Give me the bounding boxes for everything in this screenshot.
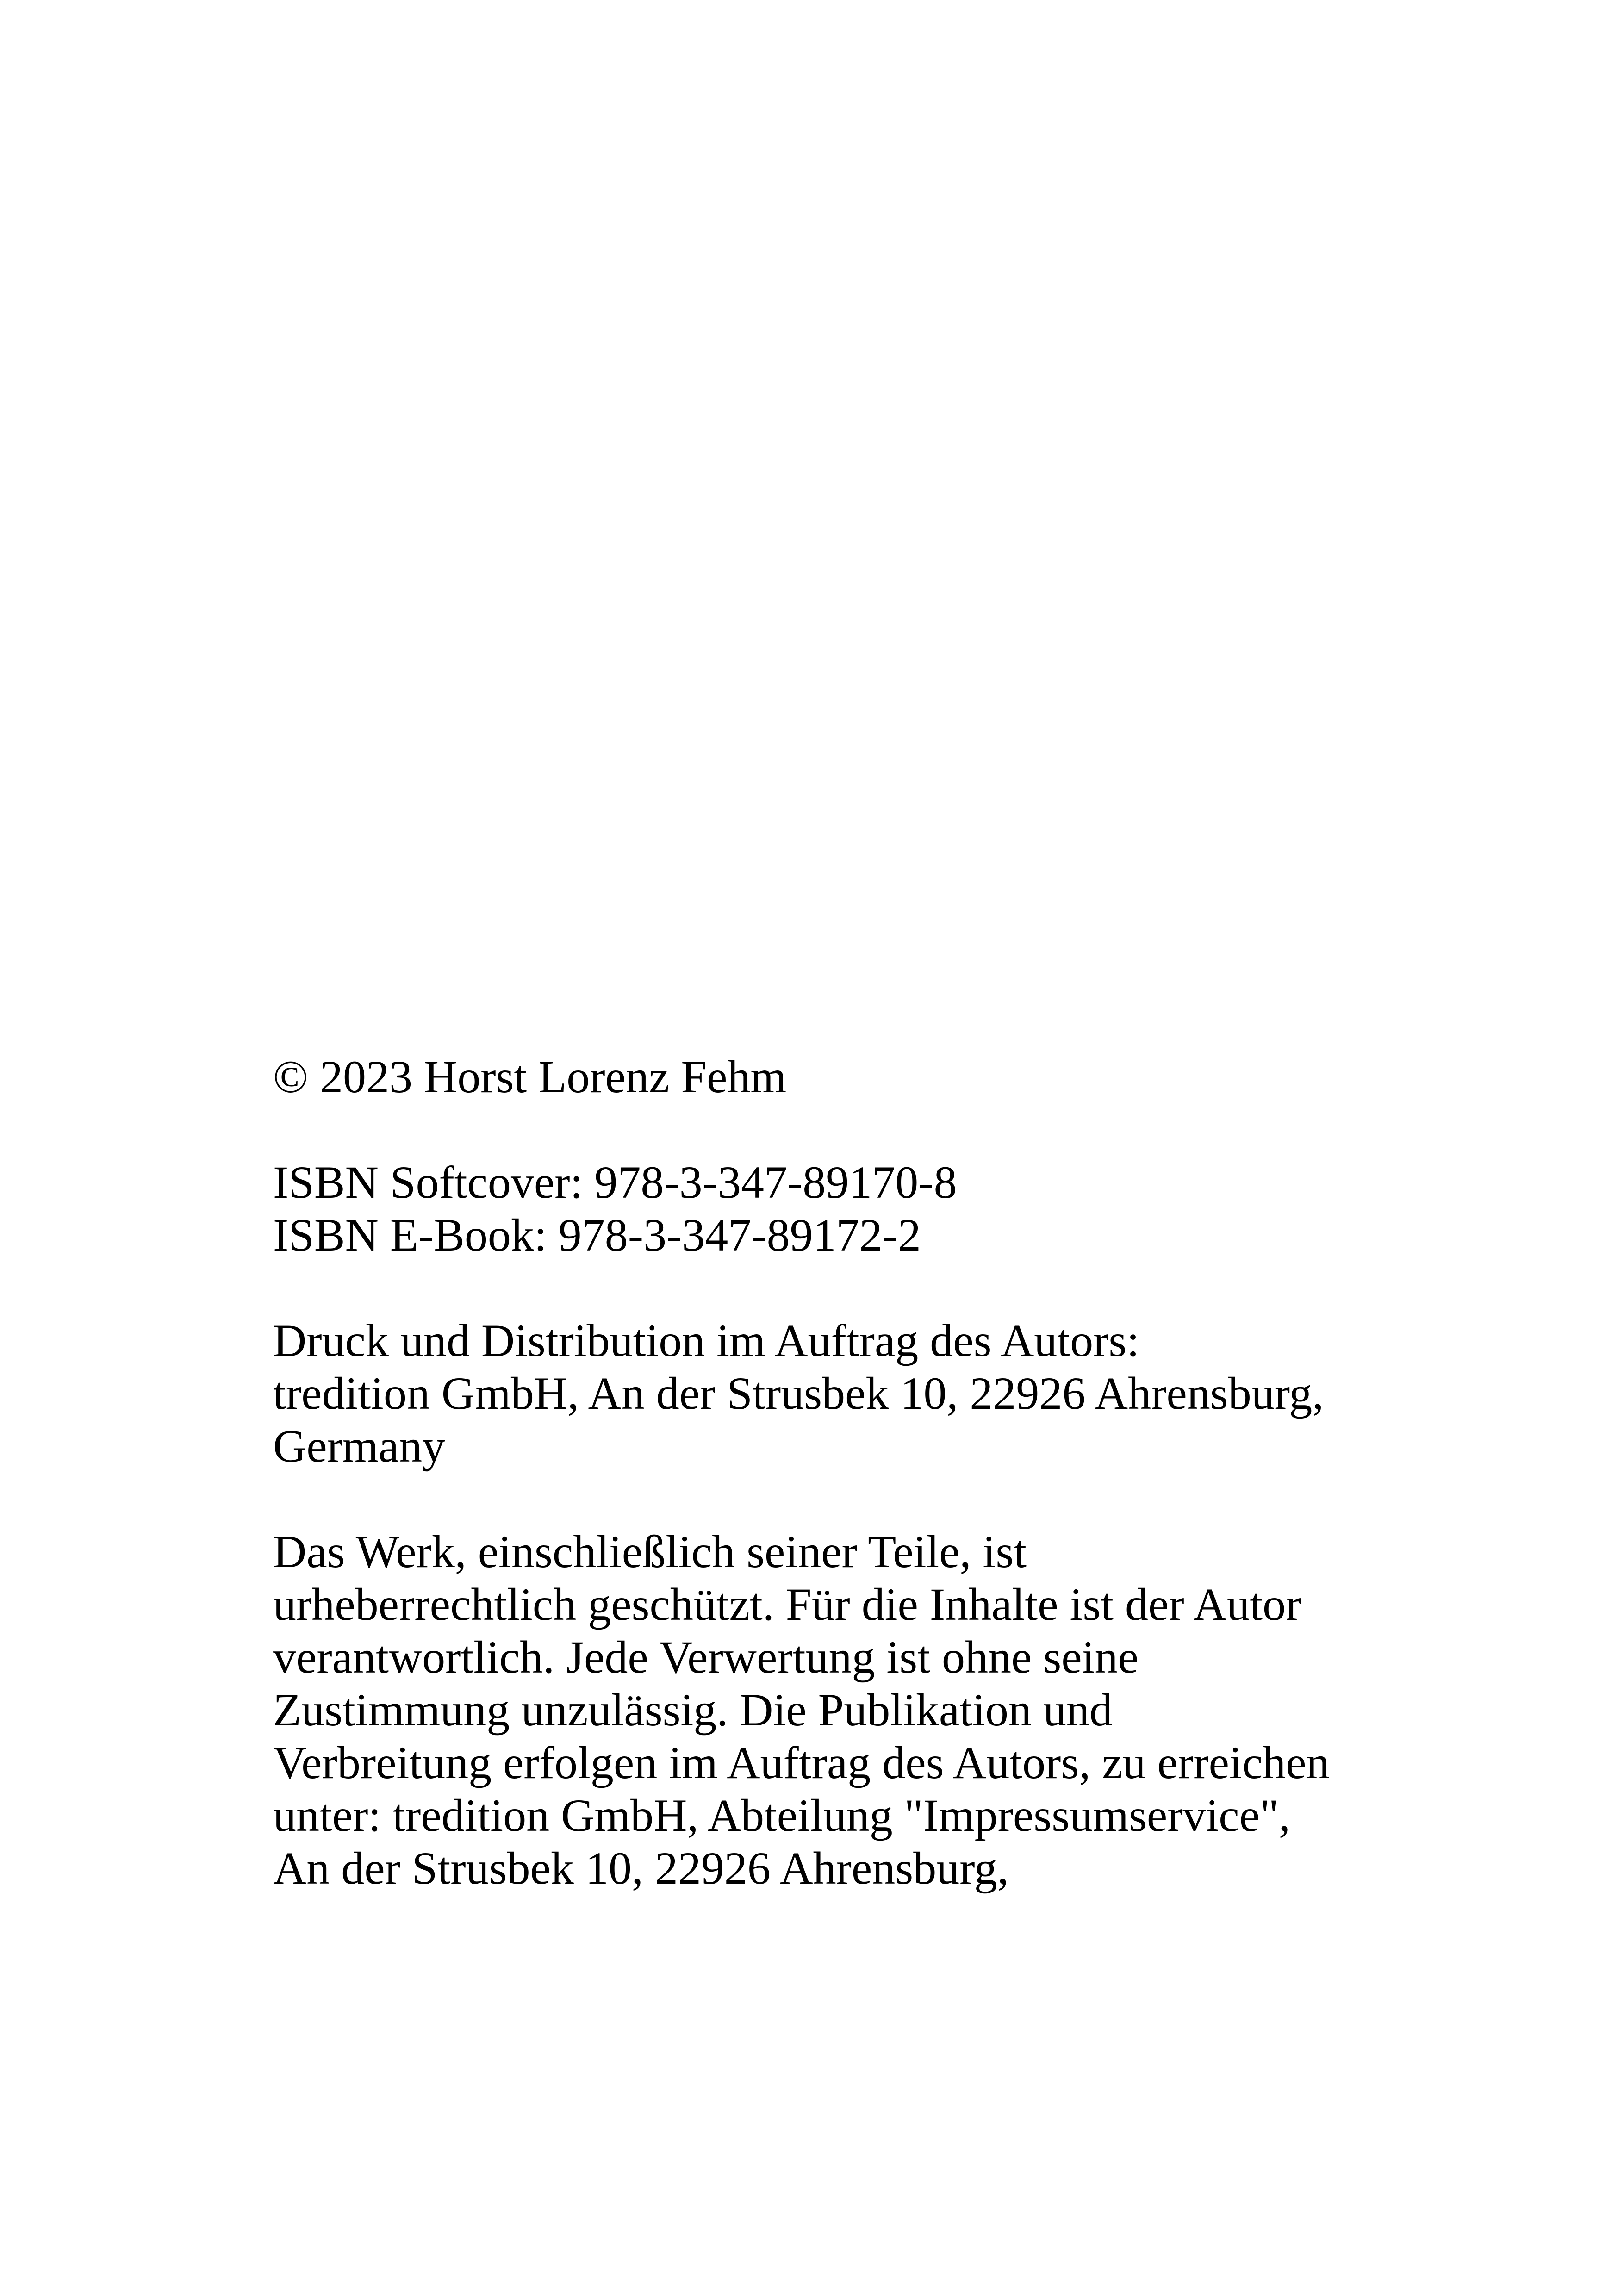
spacer (273, 1103, 1523, 1156)
spacer (273, 1262, 1523, 1314)
distribution-line: Germany (273, 1420, 446, 1472)
copyright-line: © 2023 Horst Lorenz Fehm (273, 1051, 787, 1102)
legal-notice-line: Das Werk, einschließlich seiner Teile, ist (273, 1526, 1027, 1577)
imprint-block (273, 1051, 1523, 1895)
distribution-line: Druck und Distribution im Auftrag des Autors: (273, 1315, 1140, 1366)
legal-notice-line: Verbreitung erfolgen im Auftrag des Autors, zu erreichen (273, 1737, 1330, 1788)
isbn-softcover-line: ISBN Softcover: 978-3-347-89170-8 (273, 1157, 957, 1208)
legal-notice-line: Zustimmung unzulässig. Die Publikation und (273, 1684, 1113, 1736)
legal-notice-line: verantwortlich. Jede Verwertung ist ohne seine (273, 1631, 1139, 1683)
legal-notice-line: unter: tredition GmbH, Abteilung "Impressumservice", (273, 1790, 1290, 1841)
legal-notice-line: An der Strusbek 10, 22926 Ahrensburg, (273, 1842, 1009, 1894)
isbn-ebook-line: ISBN E-Book: 978-3-347-89172-2 (273, 1209, 921, 1261)
distribution-line: tredition GmbH, An der Strusbek 10, 22926 Ahrensburg, (273, 1368, 1324, 1419)
spacer (273, 1473, 1523, 1525)
legal-notice-line: urheberrechtlich geschützt. Für die Inhalte ist der Autor (273, 1579, 1301, 1630)
